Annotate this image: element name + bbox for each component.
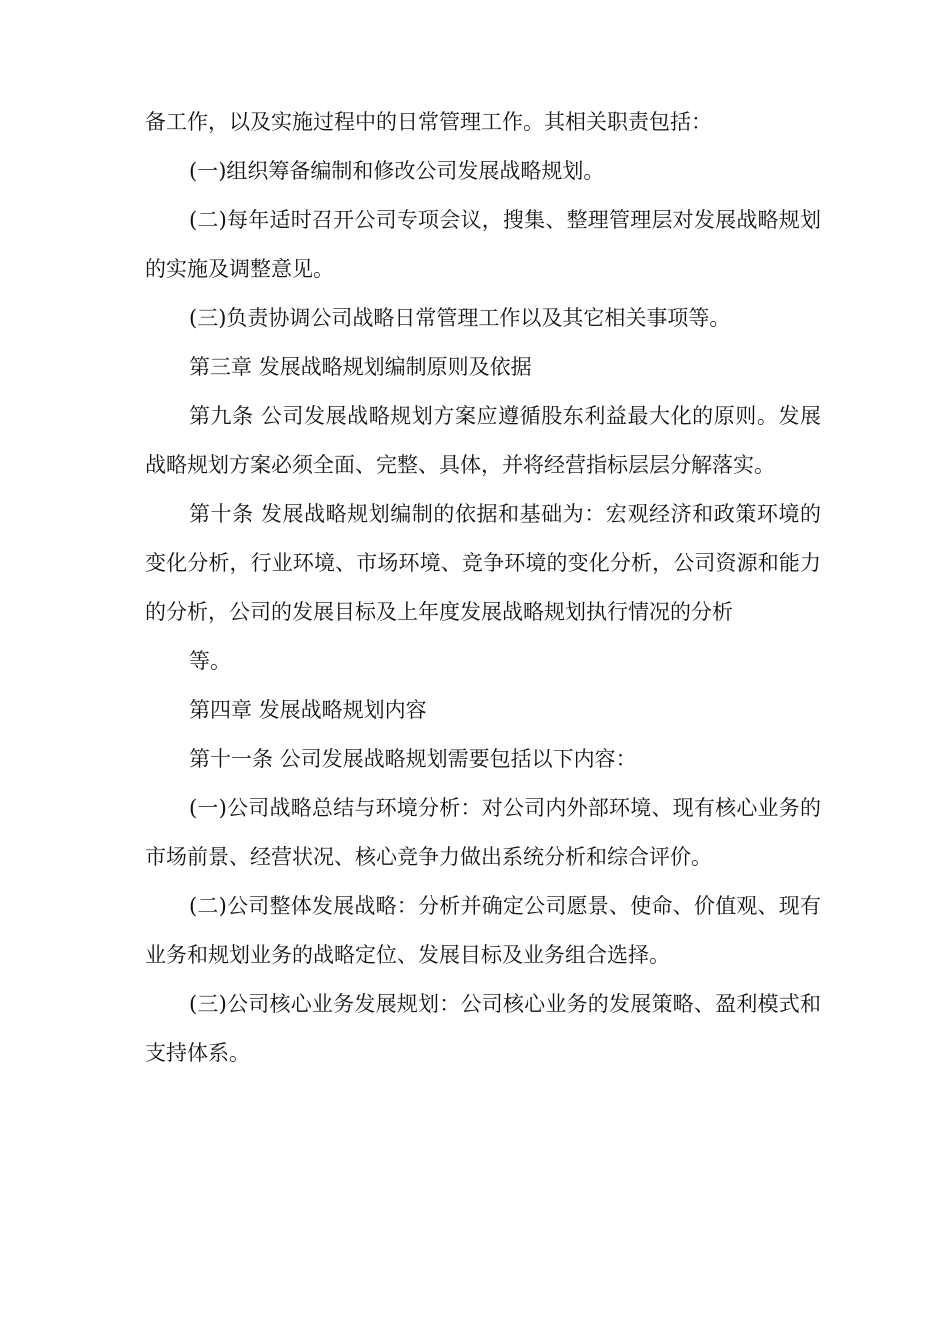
article-11-item-2: (二)公司整体发展战略：分析并确定公司愿景、使命、价值观、现有业务和规划业务的战略定位、发展目标及业务组合选择。 <box>145 894 821 967</box>
article-11-item-3: (三)公司核心业务发展规划：公司核心业务的发展策略、盈利模式和支持体系。 <box>145 992 821 1065</box>
paragraph-item-2: (二)每年适时召开公司专项会议，搜集、整理管理层对发展战略规划的实施及调整意见。 <box>145 208 821 281</box>
paragraph-item-3: (三)负责协调公司战略日常管理工作以及其它相关事项等。 <box>189 306 731 330</box>
paragraph-item-1: (一)组织筹备编制和修改公司发展战略规划。 <box>189 159 605 183</box>
article-10-tail: 等。 <box>189 649 231 673</box>
document-body <box>145 98 821 1078</box>
article-9: 第九条 公司发展战略规划方案应遵循股东利益最大化的原则。发展战略规划方案必须全面、完整、具体，并将经营指标层层分解落实。 <box>145 404 821 477</box>
article-11-item-1: (一)公司战略总结与环境分析：对公司内外部环境、现有核心业务的市场前景、经营状况、核心竞争力做出系统分析和综合评价。 <box>145 796 821 869</box>
paragraph-continuation: 备工作，以及实施过程中的日常管理工作。其相关职责包括： <box>145 110 712 134</box>
chapter-heading-4: 第四章 发展战略规划内容 <box>189 698 427 722</box>
article-10: 第十条 发展战略规划编制的依据和基础为：宏观经济和政策环境的变化分析，行业环境、市场环境、竞争环境的变化分析，公司资源和能力的分析，公司的发展目标及上年度发展战略规划执行情况的分析 <box>145 502 821 624</box>
chapter-heading-3: 第三章 发展战略规划编制原则及依据 <box>189 355 532 379</box>
article-11: 第十一条 公司发展战略规划需要包括以下内容： <box>189 747 637 771</box>
